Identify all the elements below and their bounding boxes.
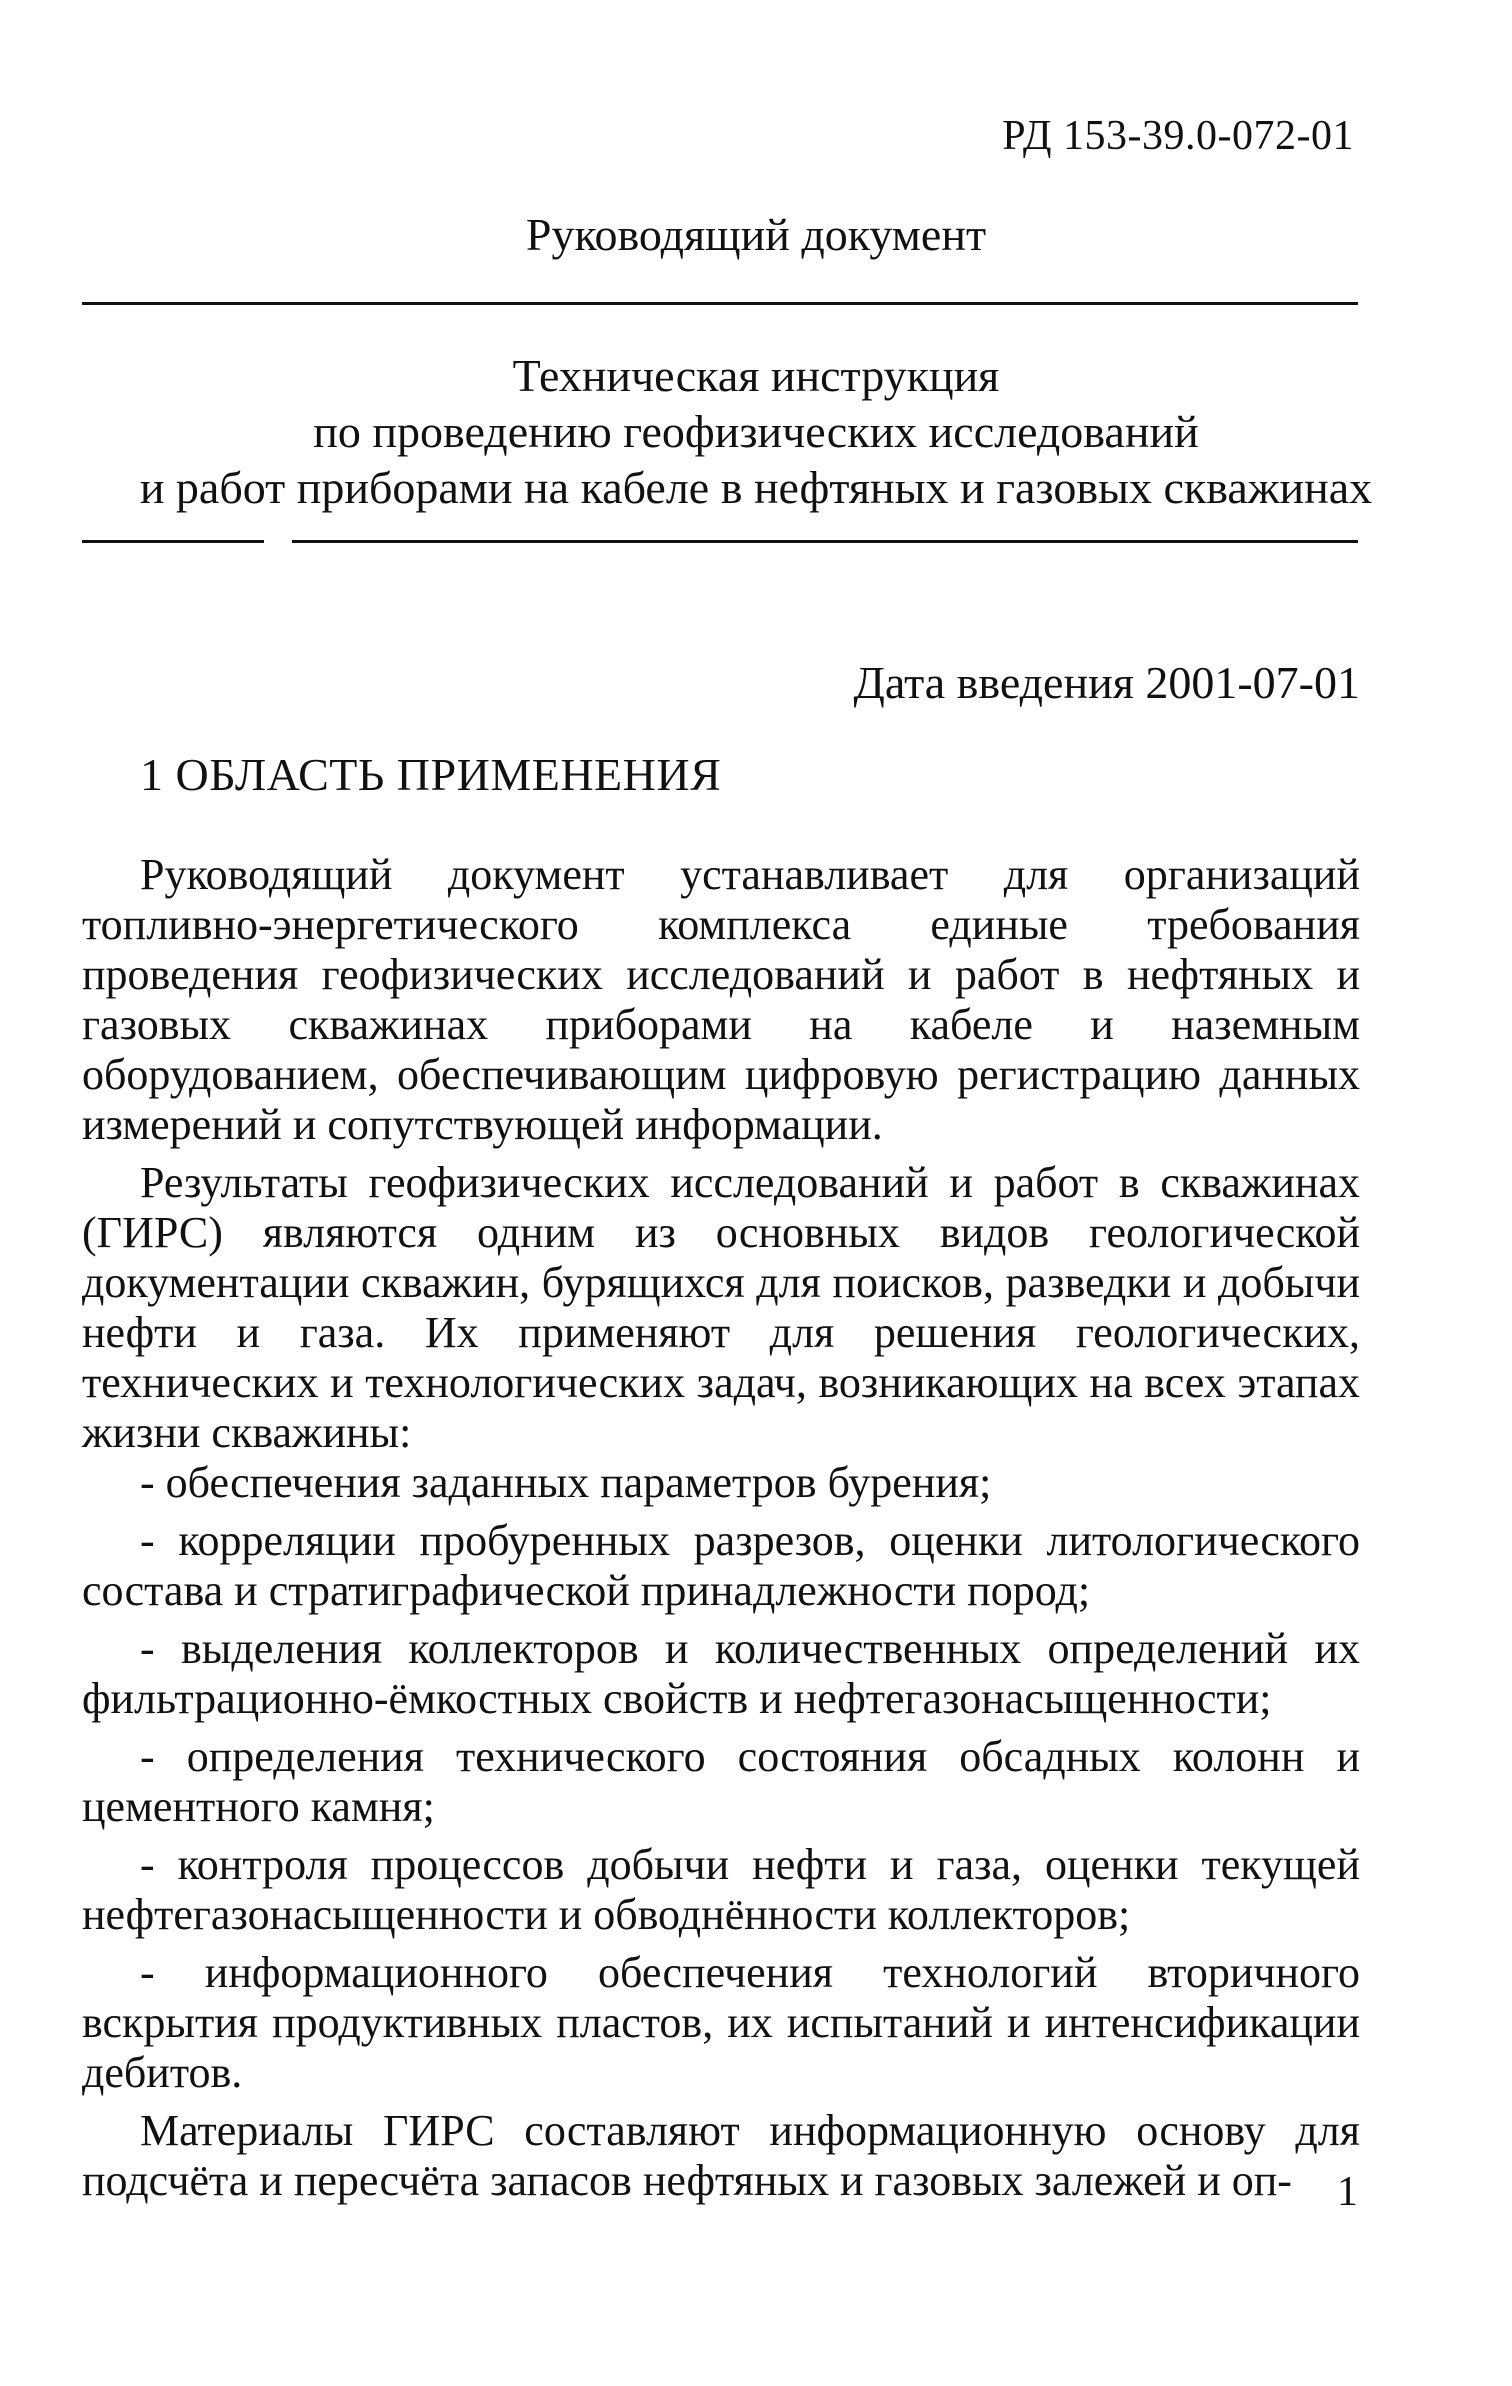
list-item: - контроля процессов добычи нефти и газа, оценки текущей нефтегазонасыщенности и обводнённости коллекторов; — [82, 1840, 1360, 1939]
list-item: - корреляции пробуренных разрезов, оценки литологического состава и стратиграфической принадлежности пород; — [82, 1516, 1360, 1615]
paragraph: Руководящий документ устанавливает для организаций топливно-энергетического комплекса единые требования проведения геофизических исследований и работ в нефтяных и газовых скважинах приборами на кабеле и наземным оборудованием, обеспечивающим цифровую регистрацию данных измерений и сопутствующей информации. — [82, 850, 1360, 1149]
paragraph: Результаты геофизических исследований и работ в скважинах (ГИРС) являются одним из основных видов геологической документации скважин, бурящихся для поисков, разведки и добычи нефти и газа. Их применяют для решения геологических, технических и технологических задач, возникающих на всех этапах жизни скважины: — [82, 1158, 1360, 1457]
bottom-divider-long — [292, 540, 1358, 543]
page-number: 1 — [1337, 2169, 1358, 2215]
bottom-divider-short — [82, 540, 264, 543]
top-divider — [82, 302, 1358, 305]
document-code: РД 153-39.0-072-01 — [1002, 113, 1354, 159]
title-line: по проведению геофизических исследований — [313, 406, 1199, 457]
document-type: Руководящий документ — [525, 209, 987, 260]
paragraph: Материалы ГИРС составляют информационную основу для подсчёта и пересчёта запасов нефтяных и газовых залежей и оп- — [82, 2106, 1360, 2205]
introduction-date: Дата введения 2001-07-01 — [853, 657, 1360, 708]
list-item: - определения технического состояния обсадных колонн и цементного камня; — [82, 1732, 1360, 1831]
list-item: - информационного обеспечения технологий вторичного вскрытия продуктивных пластов, их испытаний и интенсификации дебитов. — [82, 1948, 1360, 2097]
document-title — [0, 348, 1512, 516]
list-item: - обеспечения заданных параметров бурения; — [140, 1458, 992, 1507]
section-body — [82, 850, 1360, 2214]
title-line: и работ приборами на кабеле в нефтяных и газовых скважинах — [139, 462, 1373, 513]
list-item: - выделения коллекторов и количественных определений их фильтрационно-ёмкостных свойств и нефтегазонасыщенности; — [82, 1624, 1360, 1723]
title-line: Техническая инструкция — [512, 350, 1000, 401]
section-heading: 1 ОБЛАСТЬ ПРИМЕНЕНИЯ — [140, 749, 722, 800]
